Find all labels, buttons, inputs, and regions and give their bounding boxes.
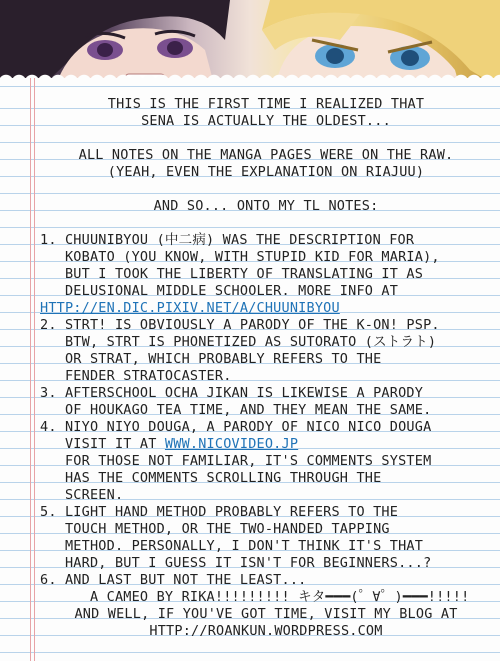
note-line: A CAMEO BY RIKA!!!!!!!!! キタ━━━(゜∀゜)━━━!!!!!: [40, 589, 470, 605]
translator-notes: [40, 96, 492, 640]
note-item: [40, 419, 492, 504]
note-item: [40, 572, 492, 606]
raw-note-line: ALL NOTES ON THE MANGA PAGES WERE ON THE RAW.: [78, 147, 454, 163]
note-line: 6. AND LAST BUT NOT THE LEAST...: [40, 572, 307, 588]
note-item: [40, 317, 492, 385]
note-line: HAS THE COMMENTS SCROLLING THROUGH THE: [40, 470, 382, 486]
note-line: KOBATO (YOU KNOW, WITH STUPID KID FOR MARIA),: [40, 249, 440, 265]
note-line: 4. NIYO NIYO DOUGA, A PARODY OF NICO NICO DOUGA: [40, 419, 432, 435]
pixiv-link[interactable]: HTTP://EN.DIC.PIXIV.NET/A/CHUUNIBYOU: [40, 300, 340, 316]
note-line: 3. AFTERSCHOOL OCHA JIKAN IS LIKEWISE A PARODY: [40, 385, 424, 401]
note-line: FOR THOSE NOT FAMILIAR, IT'S COMMENTS SYSTEM: [40, 453, 432, 469]
blog-link[interactable]: HTTP://ROANKUN.WORDPRESS.COM: [149, 623, 383, 639]
note-line: FENDER STRATOCASTER.: [40, 368, 232, 384]
note-line: OR STRAT, WHICH PROBABLY REFERS TO THE: [40, 351, 382, 367]
margin-line: [34, 78, 35, 661]
note-line: 1. CHUUNIBYOU (中二病) WAS THE DESCRIPTION FOR: [40, 232, 415, 248]
note-line: 5. LIGHT HAND METHOD PROBABLY REFERS TO THE: [40, 504, 399, 520]
note-line: DELUSIONAL MIDDLE SCHOOLER. MORE INFO AT: [40, 283, 399, 299]
note-line: HARD, BUT I GUESS IT ISN'T FOR BEGINNERS...?: [40, 555, 432, 571]
visit-prefix: VISIT IT AT: [40, 436, 165, 452]
notes-list: [40, 232, 492, 606]
note-item: [40, 504, 492, 572]
raw-note-line: (YEAH, EVEN THE EXPLANATION ON RIAJUU): [107, 164, 425, 180]
note-line: METHOD. PERSONALLY, I DON'T THINK IT'S THAT: [40, 538, 424, 554]
nicovideo-link[interactable]: WWW.NICOVIDEO.JP: [164, 436, 299, 452]
raw-note-text: [40, 147, 492, 181]
note-line: SCREEN.: [40, 487, 124, 503]
intro-line: THIS IS THE FIRST TIME I REALIZED THAT: [107, 96, 425, 112]
note-item: [40, 385, 492, 419]
intro-line: SENA IS ACTUALLY THE OLDEST...: [141, 113, 391, 129]
note-line: BUT I TOOK THE LIBERTY OF TRANSLATING IT AS: [40, 266, 424, 282]
margin-line: [30, 78, 31, 661]
note-line: BTW, STRT IS PHONETIZED AS SUTORATO (ストラト): [40, 334, 437, 350]
note-line: TOUCH METHOD, OR THE TWO-HANDED TAPPING: [40, 521, 390, 537]
tl-notes-heading: AND SO... ONTO MY TL NOTES:: [153, 198, 379, 214]
note-line: OF HOUKAGO TEA TIME, AND THEY MEAN THE SAME.: [40, 402, 432, 418]
intro-text: [40, 96, 492, 130]
outro-text: [40, 606, 492, 640]
note-item: [40, 232, 492, 317]
note-line: 2. STRT! IS OBVIOUSLY A PARODY OF THE K-ON! PSP.: [40, 317, 440, 333]
outro-line: AND WELL, IF YOU'VE GOT TIME, VISIT MY BLOG AT: [74, 606, 458, 622]
